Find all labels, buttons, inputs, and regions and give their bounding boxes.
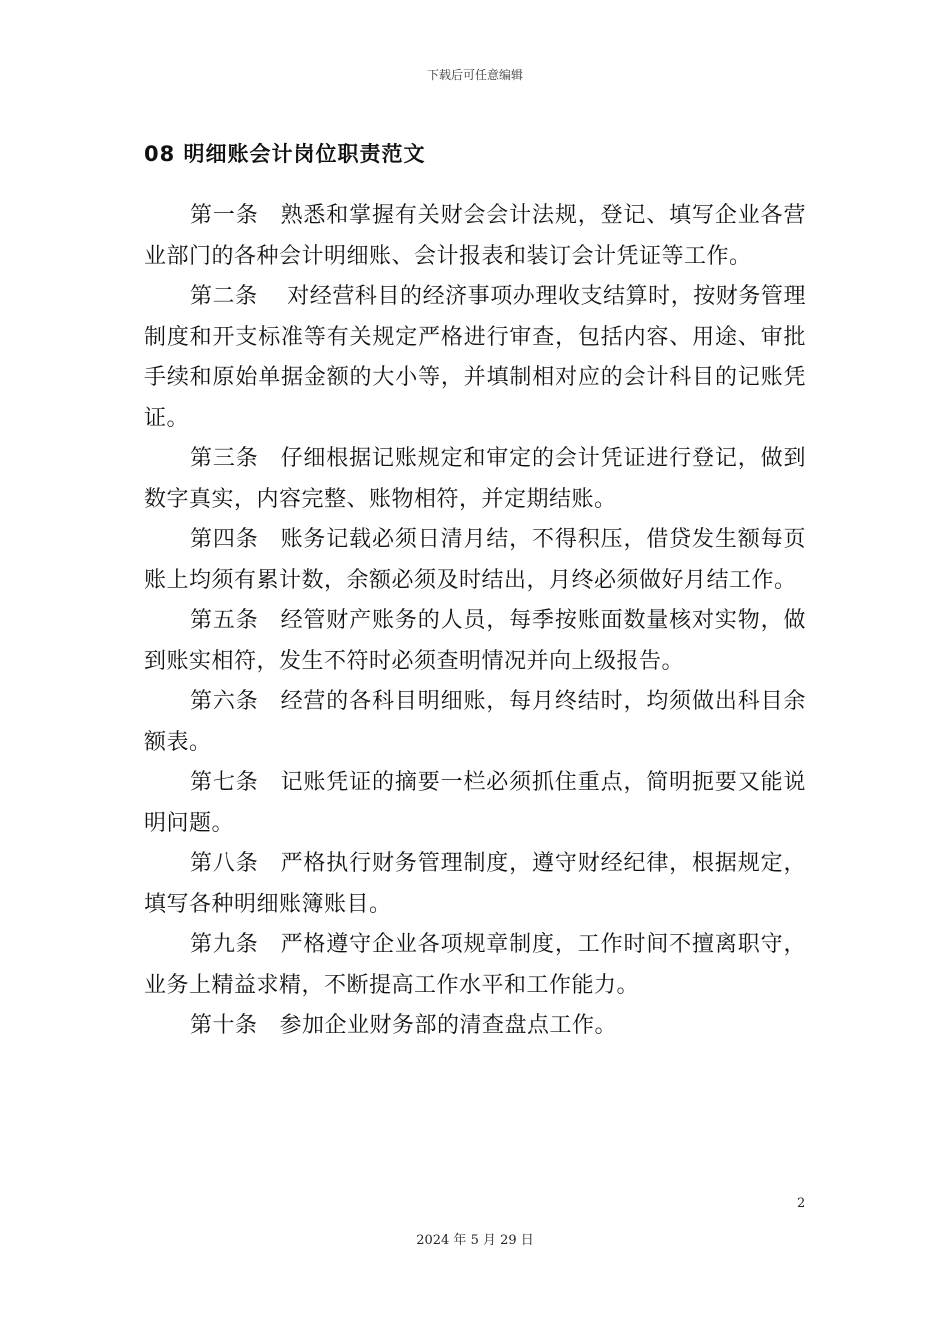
article-number: 第四条	[190, 527, 259, 552]
article-10	[144, 1006, 806, 1047]
article-1	[144, 196, 806, 277]
article-9	[144, 925, 806, 1006]
article-3	[144, 439, 806, 520]
article-8	[144, 844, 806, 925]
article-4	[144, 520, 806, 601]
article-5	[144, 601, 806, 682]
article-text: 经营的各科目明细账，每月终结时，均须做出科目余额表。	[144, 689, 806, 755]
page-number: 2	[797, 1196, 806, 1211]
article-7	[144, 763, 806, 844]
article-text: 账务记载必须日清月结，不得积压，借贷发生额每页账上均须有累计数，余额必须及时结出，月终必须做好月结工作。	[144, 527, 806, 593]
article-number: 第七条	[190, 770, 259, 795]
footer-date: 2024 年 5 月 29 日	[416, 1233, 534, 1248]
header-note: 下载后可任意编辑	[426, 68, 523, 82]
article-number: 第五条	[190, 608, 259, 633]
article-number: 第八条	[190, 851, 259, 876]
article-text: 熟悉和掌握有关财会会计法规，登记、填写企业各营业部门的各种会计明细账、会计报表和装订会计凭证等工作。	[144, 203, 806, 269]
article-text: 对经营科目的经济事项办理收支结算时，按财务管理制度和开支标准等有关规定严格进行审查，包括内容、用途、审批手续和原始单据金额的大小等，并填制相对应的会计科目的记账凭证。	[144, 284, 806, 431]
article-text: 仔细根据记账规定和审定的会计凭证进行登记，做到数字真实，内容完整、账物相符，并定期结账。	[144, 446, 806, 512]
article-text: 参加企业财务部的清查盘点工作。	[279, 1013, 618, 1038]
article-text: 严格执行财务管理制度，遵守财经纪律，根据规定，填写各种明细账簿账目。	[144, 851, 806, 917]
article-6	[144, 682, 806, 763]
article-text: 严格遵守企业各项规章制度，工作时间不擅离职守，业务上精益求精，不断提高工作水平和工作能力。	[144, 932, 806, 998]
article-number: 第一条	[190, 203, 259, 228]
article-number: 第六条	[190, 689, 259, 714]
article-number: 第二条	[190, 284, 258, 309]
document-body	[144, 196, 806, 1047]
article-number: 第十条	[190, 1013, 258, 1038]
article-2	[144, 277, 806, 439]
article-text: 经管财产账务的人员，每季按账面数量核对实物，做到账实相符，发生不符时必须查明情况并向上级报告。	[144, 608, 806, 674]
article-number: 第九条	[190, 932, 259, 957]
document-title: 08 明细账会计岗位职责范文	[144, 142, 426, 166]
article-text: 记账凭证的摘要一栏必须抓住重点，简明扼要又能说明问题。	[144, 770, 806, 836]
article-number: 第三条	[190, 446, 259, 471]
